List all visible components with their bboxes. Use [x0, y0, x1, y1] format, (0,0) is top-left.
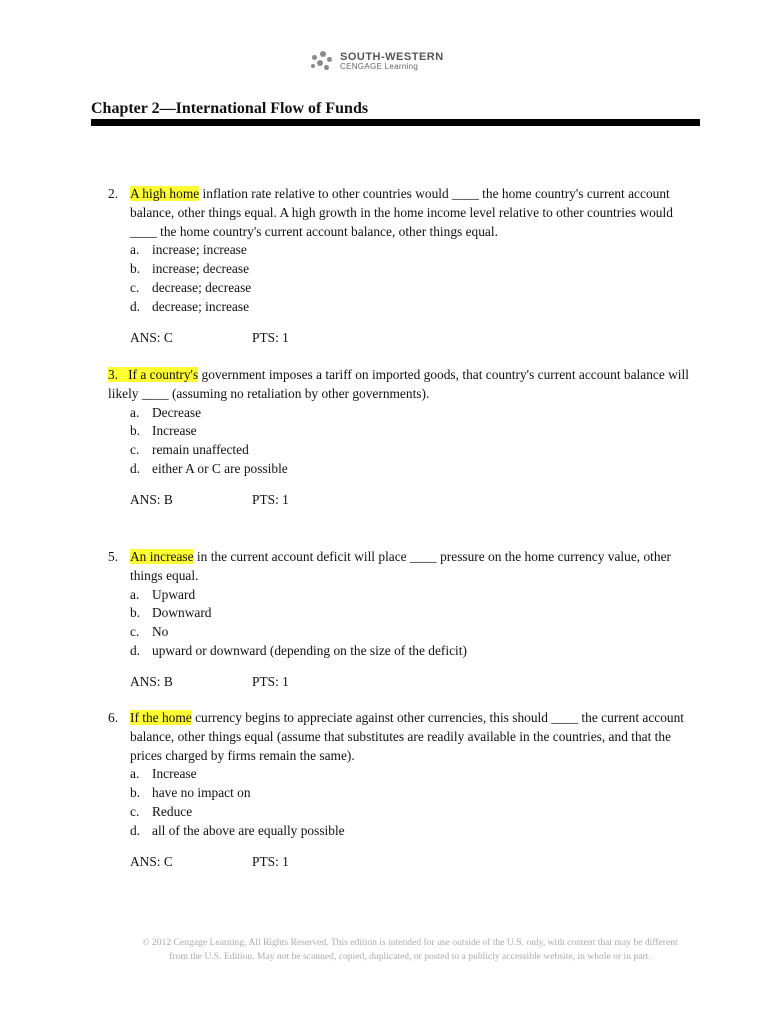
- option-c: c. remain unaffected: [130, 442, 249, 458]
- option-d: d. either A or C are possible: [130, 460, 288, 476]
- option-d: d. decrease; increase: [130, 298, 250, 314]
- option-a: a. Decrease: [130, 404, 202, 420]
- question-text: [108, 366, 698, 404]
- question-body: inflation rate relative to other countries would ____ the home country's current account balance, other things equal. A high growth in the home income level relative to other countries would ____ the home country's current account balance, other things equal.: [130, 186, 673, 239]
- question-2: [108, 185, 698, 347]
- highlighted-text: 3. If a country's: [108, 367, 199, 382]
- logo-line2: CENGAGE Learning: [340, 61, 419, 71]
- highlighted-text: An increase: [130, 549, 194, 564]
- option-c: c. decrease; decrease: [130, 279, 252, 295]
- title-rule: [91, 119, 700, 126]
- answer-line: [130, 853, 698, 872]
- answer-key: ANS: B: [130, 673, 173, 689]
- question-number: 6.: [108, 710, 119, 725]
- copyright-footer: [120, 936, 700, 964]
- logo-line1: SOUTH-WESTERN: [340, 50, 444, 63]
- option-c: c. No: [130, 624, 169, 640]
- highlighted-text: A high home: [130, 186, 200, 201]
- answer-key: ANS: B: [130, 491, 173, 507]
- option-a: a. Increase: [130, 766, 197, 782]
- option-b: b. increase; decrease: [130, 261, 250, 277]
- option-b: b. Increase: [130, 423, 197, 439]
- question-body: government imposes a tariff on imported goods, that country's current account balance will likely ____ (assuming no retaliation by other governments).: [108, 367, 689, 401]
- logo-dots-icon: [310, 51, 334, 71]
- answer-key: ANS: C: [130, 329, 173, 345]
- question-text: [130, 548, 698, 586]
- answer-line: [130, 491, 698, 510]
- question-body: in the current account deficit will place ____ pressure on the home currency value, other things equal.: [130, 549, 671, 583]
- points: PTS: 1: [252, 673, 289, 689]
- answer-key: ANS: C: [130, 853, 173, 869]
- question-number: 2.: [108, 186, 119, 201]
- footer-line2: from the U.S. Edition. May not be scanned, copied, duplicated, or posted to a publicly accessible website, in whole or in part.: [169, 951, 651, 962]
- points: PTS: 1: [252, 491, 289, 507]
- answer-line: [130, 673, 698, 692]
- footer-line1: © 2012 Cengage Learning. All Rights Reserved. This edition is intended for use outside of the U.S. only, with content that may be different: [142, 937, 678, 948]
- publisher-logo: [310, 51, 444, 71]
- question-3: [108, 366, 698, 510]
- question-5: [108, 548, 698, 692]
- points: PTS: 1: [252, 853, 289, 869]
- option-b: b. have no impact on: [130, 785, 251, 801]
- question-number: 5.: [108, 549, 119, 564]
- option-a: a. increase; increase: [130, 242, 247, 258]
- option-d: d. all of the above are equally possible: [130, 822, 345, 838]
- option-c: c. Reduce: [130, 803, 193, 819]
- question-body: currency begins to appreciate against other currencies, this should ____ the current account balance, other things equal (assume that substitutes are readily available in the countries, and that the prices charged by firms remain the same).: [130, 710, 685, 763]
- question-6: [108, 709, 698, 871]
- chapter-title: Chapter 2—International Flow of Funds: [91, 100, 369, 117]
- points: PTS: 1: [252, 329, 289, 345]
- option-a: a. Upward: [130, 586, 196, 602]
- question-text: [130, 185, 698, 241]
- answer-line: [130, 329, 698, 348]
- highlighted-text: If the home: [130, 710, 192, 725]
- option-b: b. Downward: [130, 605, 212, 621]
- question-text: [130, 709, 698, 765]
- option-d: d. upward or downward (depending on the size of the deficit): [130, 642, 467, 658]
